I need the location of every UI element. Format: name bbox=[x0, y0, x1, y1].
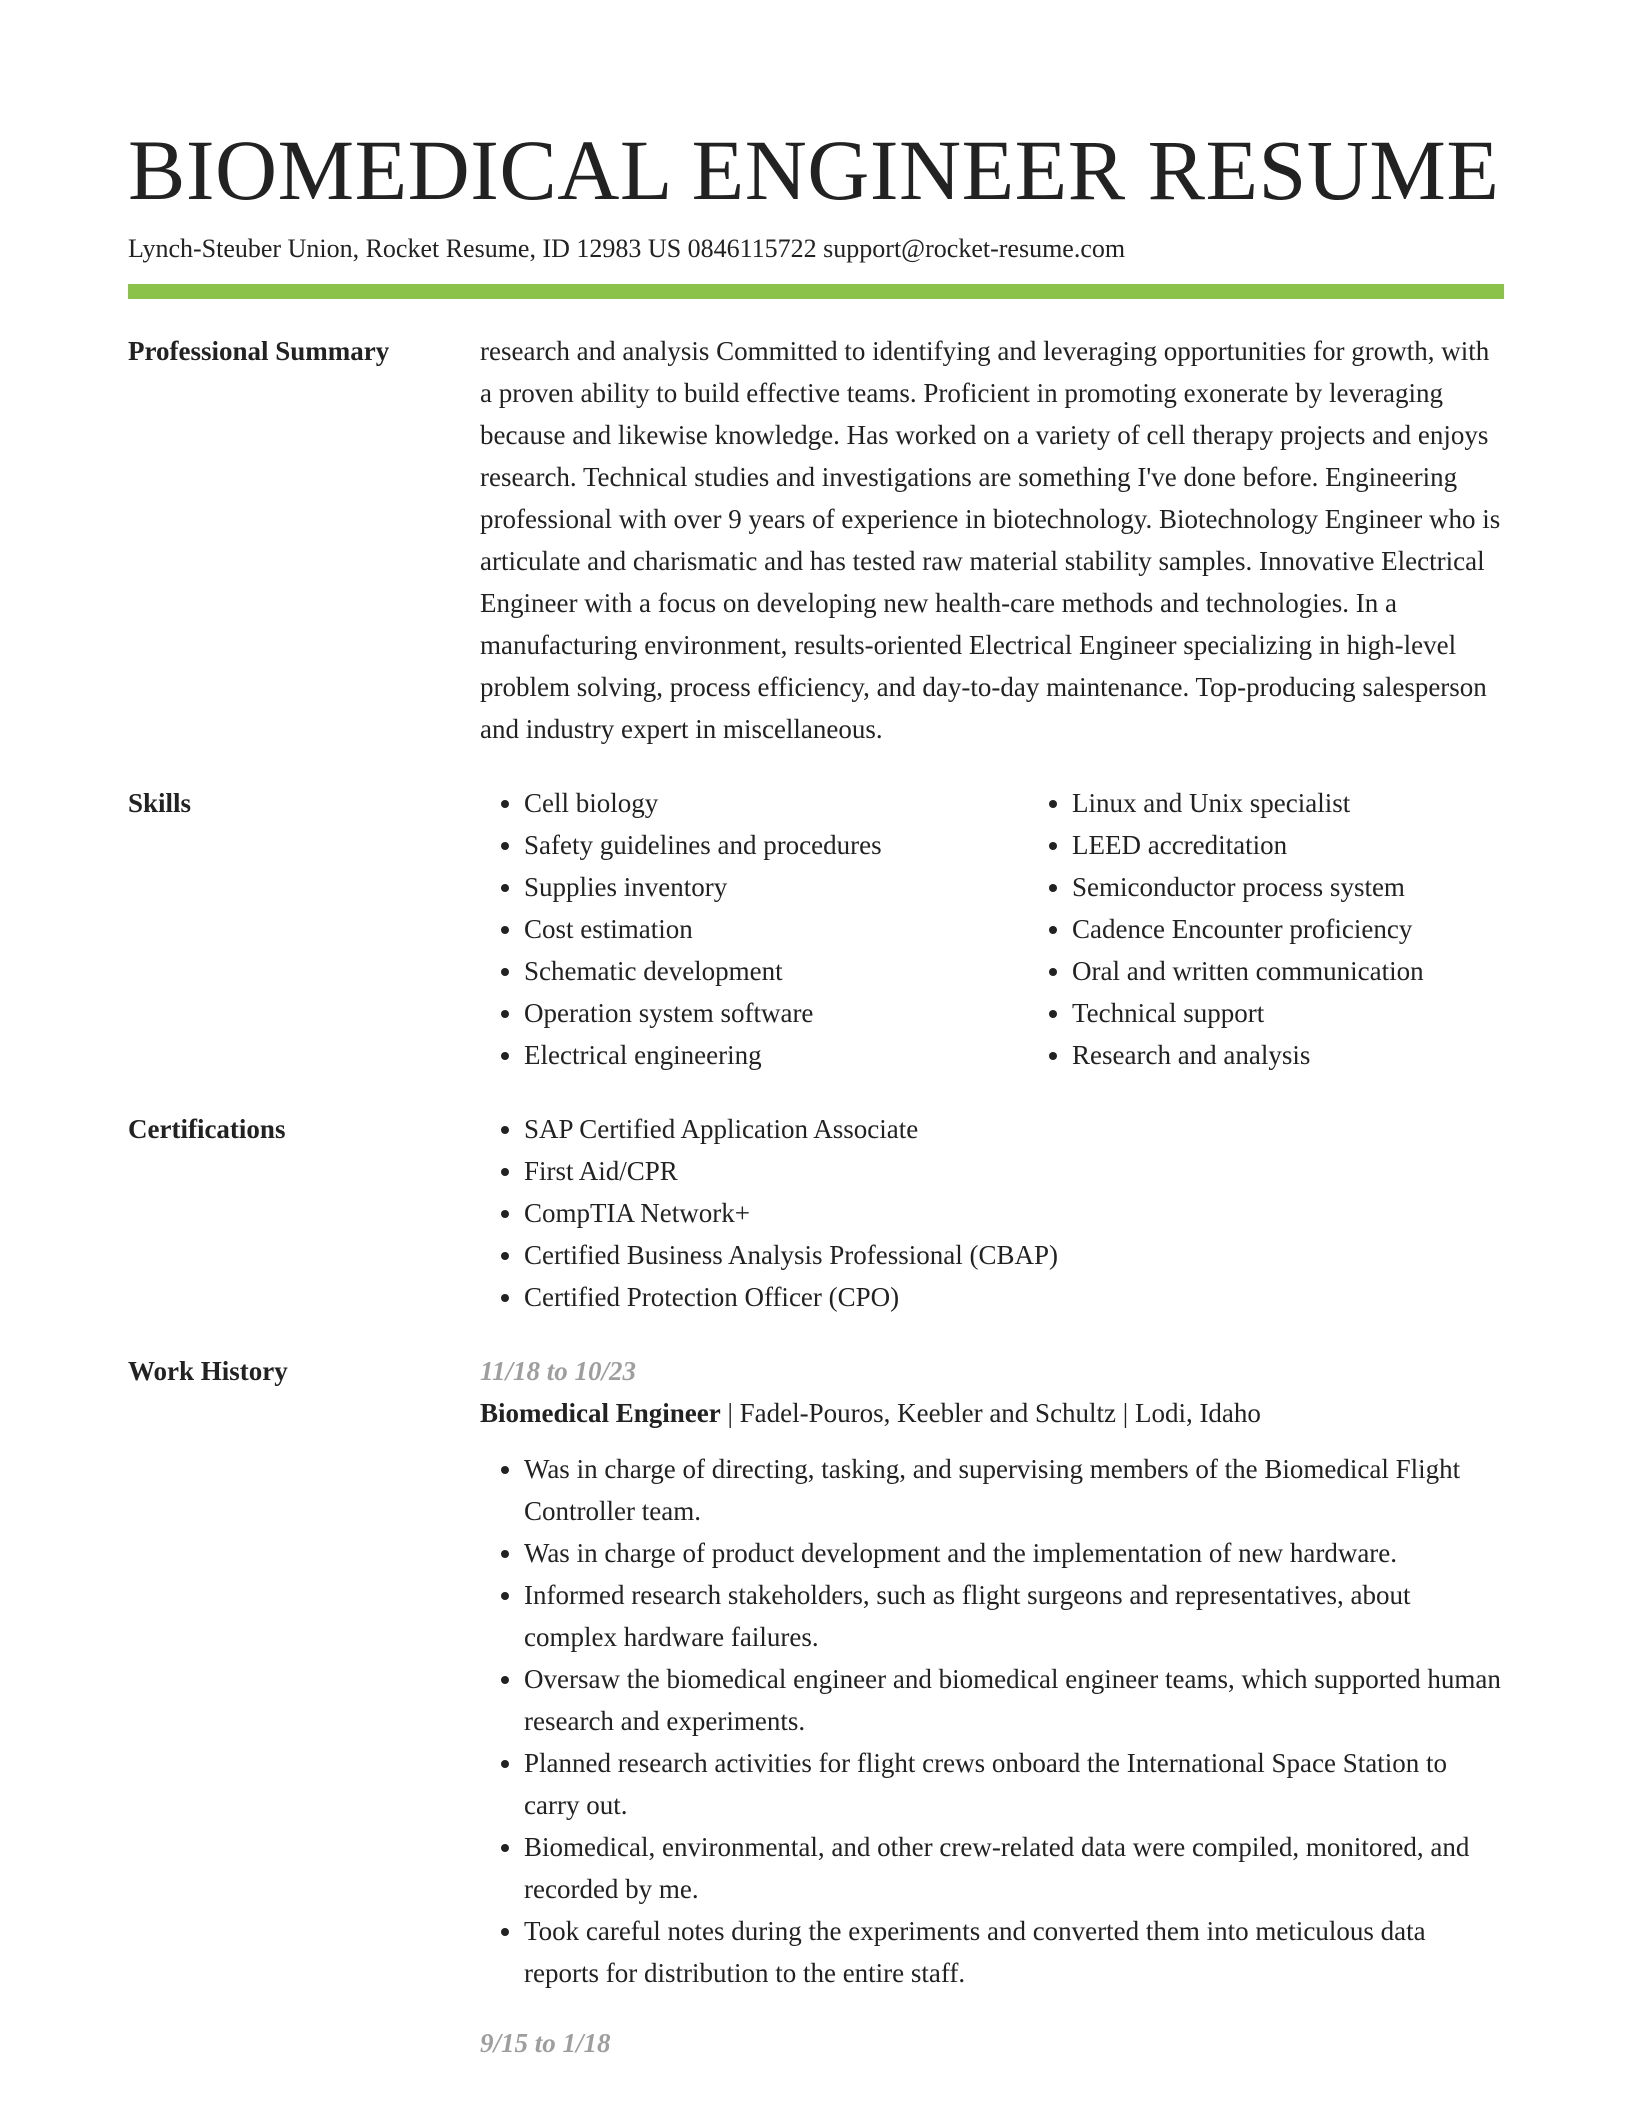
skill-item: • Supplies inventory bbox=[524, 866, 1028, 908]
resume-page bbox=[128, 120, 1504, 2064]
skill-item: • Schematic development bbox=[524, 950, 1028, 992]
job-duty-item: • Biomedical, environmental, and other crew-related data were compiled, monitored, and recorded by me. bbox=[524, 1826, 1504, 1910]
skill-item: • Cost estimation bbox=[524, 908, 1028, 950]
job-duties-list bbox=[480, 1448, 1504, 1994]
job-dates: 11/18 to 10/23 bbox=[480, 1356, 637, 1386]
skills-list-right bbox=[1028, 782, 1576, 1076]
job-duty-item: • Took careful notes during the experiments and converted them into meticulous data reports for distribution to the entire staff. bbox=[524, 1910, 1504, 1994]
skill-item: • Semiconductor process system bbox=[1072, 866, 1576, 908]
certification-item: • SAP Certified Application Associate bbox=[524, 1108, 1504, 1150]
certification-item: • First Aid/CPR bbox=[524, 1150, 1504, 1192]
skills-section bbox=[128, 782, 1504, 1076]
certification-item: • Certified Protection Officer (CPO) bbox=[524, 1276, 1504, 1318]
skill-item: • Cell biology bbox=[524, 782, 1028, 824]
work-history-section bbox=[128, 1350, 1504, 2064]
summary-text: research and analysis Committed to identifying and leveraging opportunities for growth, with a proven ability to build effective teams. Proficient in promoting exonerate by leveraging because and likewise knowledge. Has worked on a variety of cell therapy projects and enjoys research. Technical studies and investigations are something I've done before. Engineering professional with over 9 years of experience in biotechnology. Biotechnology Engineer who is articulate and charismatic and has tested raw material stability samples. Innovative Electrical Engineer with a focus on developing new health-care methods and technologies. In a manufacturing environment, results-oriented Electrical Engineer specializing in high-level problem solving, process efficiency, and day-to-day maintenance. Top-producing salesperson and industry expert in miscellaneous. bbox=[480, 336, 1501, 744]
skill-item: • Research and analysis bbox=[1072, 1034, 1576, 1076]
job-duty-item: • Was in charge of product development and the implementation of new hardware. bbox=[524, 1532, 1504, 1574]
skill-item: • LEED accreditation bbox=[1072, 824, 1576, 866]
job-duty-item: • Was in charge of directing, tasking, and supervising members of the Biomedical Flight Controller team. bbox=[524, 1448, 1504, 1532]
header-divider bbox=[128, 284, 1504, 299]
skill-item: • Electrical engineering bbox=[524, 1034, 1028, 1076]
job-entry bbox=[480, 2022, 1504, 2064]
job-duty-item: • Oversaw the biomedical engineer and biomedical engineer teams, which supported human research and experiments. bbox=[524, 1658, 1504, 1742]
professional-summary-section bbox=[128, 330, 1504, 750]
contact-line: Lynch-Steuber Union, Rocket Resume, ID 12983 US 0846115722 support@rocket-resume.com bbox=[128, 234, 1126, 263]
job-heading bbox=[480, 1392, 1504, 1434]
job-title: Biomedical Engineer bbox=[480, 1398, 721, 1428]
job-dates: 9/15 to 1/18 bbox=[480, 2028, 611, 2058]
certifications-section bbox=[128, 1108, 1504, 1318]
skill-item: • Operation system software bbox=[524, 992, 1028, 1034]
certifications-list bbox=[480, 1108, 1504, 1318]
job-duty-item: • Informed research stakeholders, such as flight surgeons and representatives, about complex hardware failures. bbox=[524, 1574, 1504, 1658]
skills-list-left bbox=[480, 782, 1028, 1076]
job-employer-location: | Fadel-Pouros, Keebler and Schultz | Lodi, Idaho bbox=[720, 1398, 1261, 1428]
section-label-skills: Skills bbox=[128, 788, 192, 818]
skill-item: • Cadence Encounter proficiency bbox=[1072, 908, 1576, 950]
job-entry bbox=[480, 1350, 1504, 1994]
section-label-work-history: Work History bbox=[128, 1356, 288, 1386]
job-duty-item: • Planned research activities for flight crews onboard the International Space Station to carry out. bbox=[524, 1742, 1504, 1826]
skill-item: • Oral and written communication bbox=[1072, 950, 1576, 992]
skill-item: • Safety guidelines and procedures bbox=[524, 824, 1028, 866]
certification-item: • Certified Business Analysis Professional (CBAP) bbox=[524, 1234, 1504, 1276]
section-label-summary: Professional Summary bbox=[128, 336, 390, 366]
skill-item: • Linux and Unix specialist bbox=[1072, 782, 1576, 824]
certification-item: • CompTIA Network+ bbox=[524, 1192, 1504, 1234]
skill-item: • Technical support bbox=[1072, 992, 1576, 1034]
section-label-certifications: Certifications bbox=[128, 1114, 286, 1144]
resume-title: BIOMEDICAL ENGINEER RESUME bbox=[128, 122, 1500, 218]
